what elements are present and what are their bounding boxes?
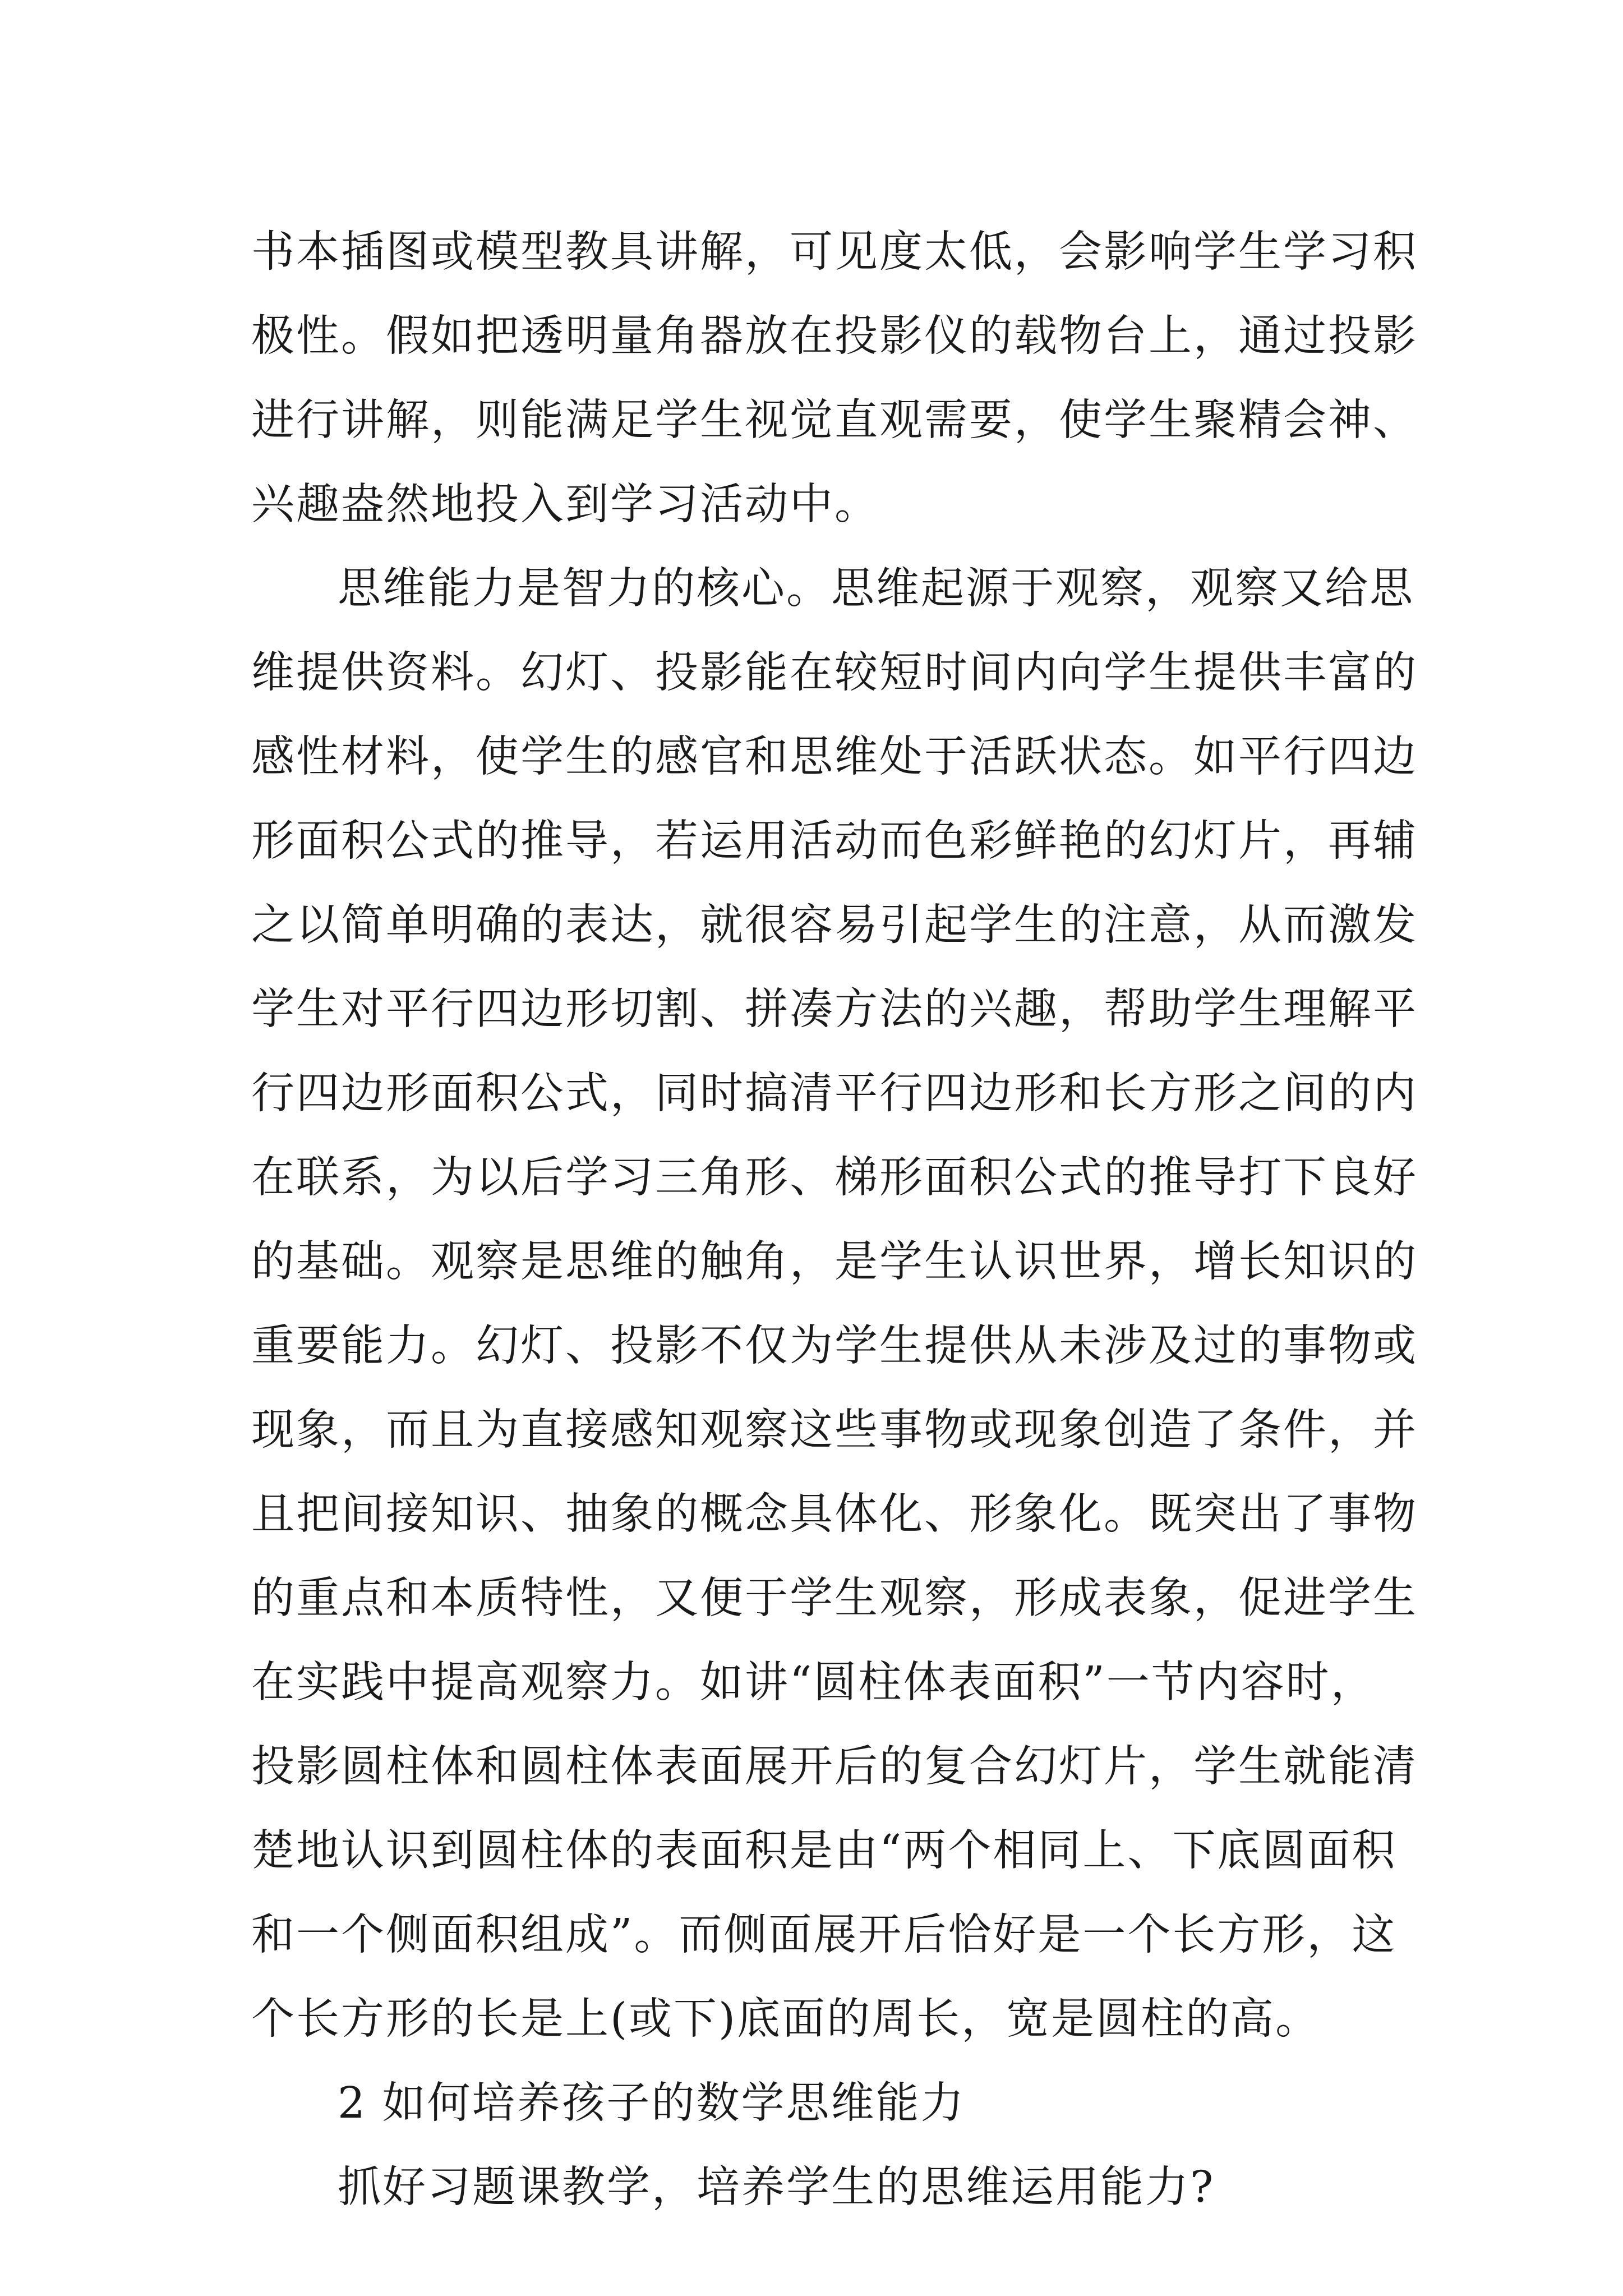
text-line: 楚地认识到圆柱体的表面积是由“两个相同上、下底圆面积 <box>251 1826 1397 1876</box>
paragraph-start-line: 抓好习题课教学，培养学生的思维运用能力? <box>338 2162 1215 2212</box>
text-line: 维提供资料。幻灯、投影能在较短时间内向学生提供丰富的 <box>251 648 1418 698</box>
text-line: 且把间接知识、抽象的概念具体化、形象化。既突出了事物 <box>251 1489 1418 1539</box>
text-line: 现象，而且为直接感知观察这些事物或现象创造了条件，并 <box>251 1405 1418 1455</box>
text-line: 书本插图或模型教具讲解，可见度太低，会影响学生学习积 <box>251 227 1418 277</box>
text-line: 个长方形的长是上(或下)底面的周长，宽是圆柱的高。 <box>251 1994 1321 2044</box>
paragraph-start-line: 思维能力是智力的核心。思维起源于观察，观察又给思 <box>338 564 1414 614</box>
text-line: 重要能力。幻灯、投影不仅为学生提供从未涉及过的事物或 <box>251 1321 1418 1371</box>
text-line: 行四边形面积公式，同时搞清平行四边形和长方形之间的内 <box>251 1069 1418 1119</box>
text-line: 进行讲解，则能满足学生视觉直观需要，使学生聚精会神、 <box>251 395 1418 445</box>
text-line: 学生对平行四边形切割、拼凑方法的兴趣，帮助学生理解平 <box>251 984 1418 1034</box>
text-line: 极性。假如把透明量角器放在投影仪的载物台上，通过投影 <box>251 311 1418 361</box>
text-line: 的重点和本质特性，又便于学生观察，形成表象，促进学生 <box>251 1573 1418 1623</box>
text-line: 投影圆柱体和圆柱体表面展开后的复合幻灯片，学生就能清 <box>251 1742 1418 1792</box>
text-line: 感性材料，使学生的感官和思维处于活跃状态。如平行四边 <box>251 732 1418 782</box>
text-line: 兴趣盎然地投入到学习活动中。 <box>251 480 879 530</box>
body-text <box>251 210 1418 2230</box>
section-heading: 2 如何培养孩子的数学思维能力 <box>338 2078 966 2128</box>
text-line: 之以简单明确的表达，就很容易引起学生的注意，从而激发 <box>251 900 1418 950</box>
text-line: 在实践中提高观察力。如讲“圆柱体表面积”一节内容时， <box>251 1658 1376 1708</box>
text-line: 形面积公式的推导，若运用活动而色彩鲜艳的幻灯片，再辅 <box>251 816 1418 866</box>
text-line: 在联系，为以后学习三角形、梯形面积公式的推导打下良好 <box>251 1153 1418 1203</box>
text-line: 和一个侧面积组成”。而侧面展开后恰好是一个长方形，这 <box>251 1910 1397 1960</box>
text-line: 的基础。观察是思维的触角，是学生认识世界，增长知识的 <box>251 1237 1418 1287</box>
